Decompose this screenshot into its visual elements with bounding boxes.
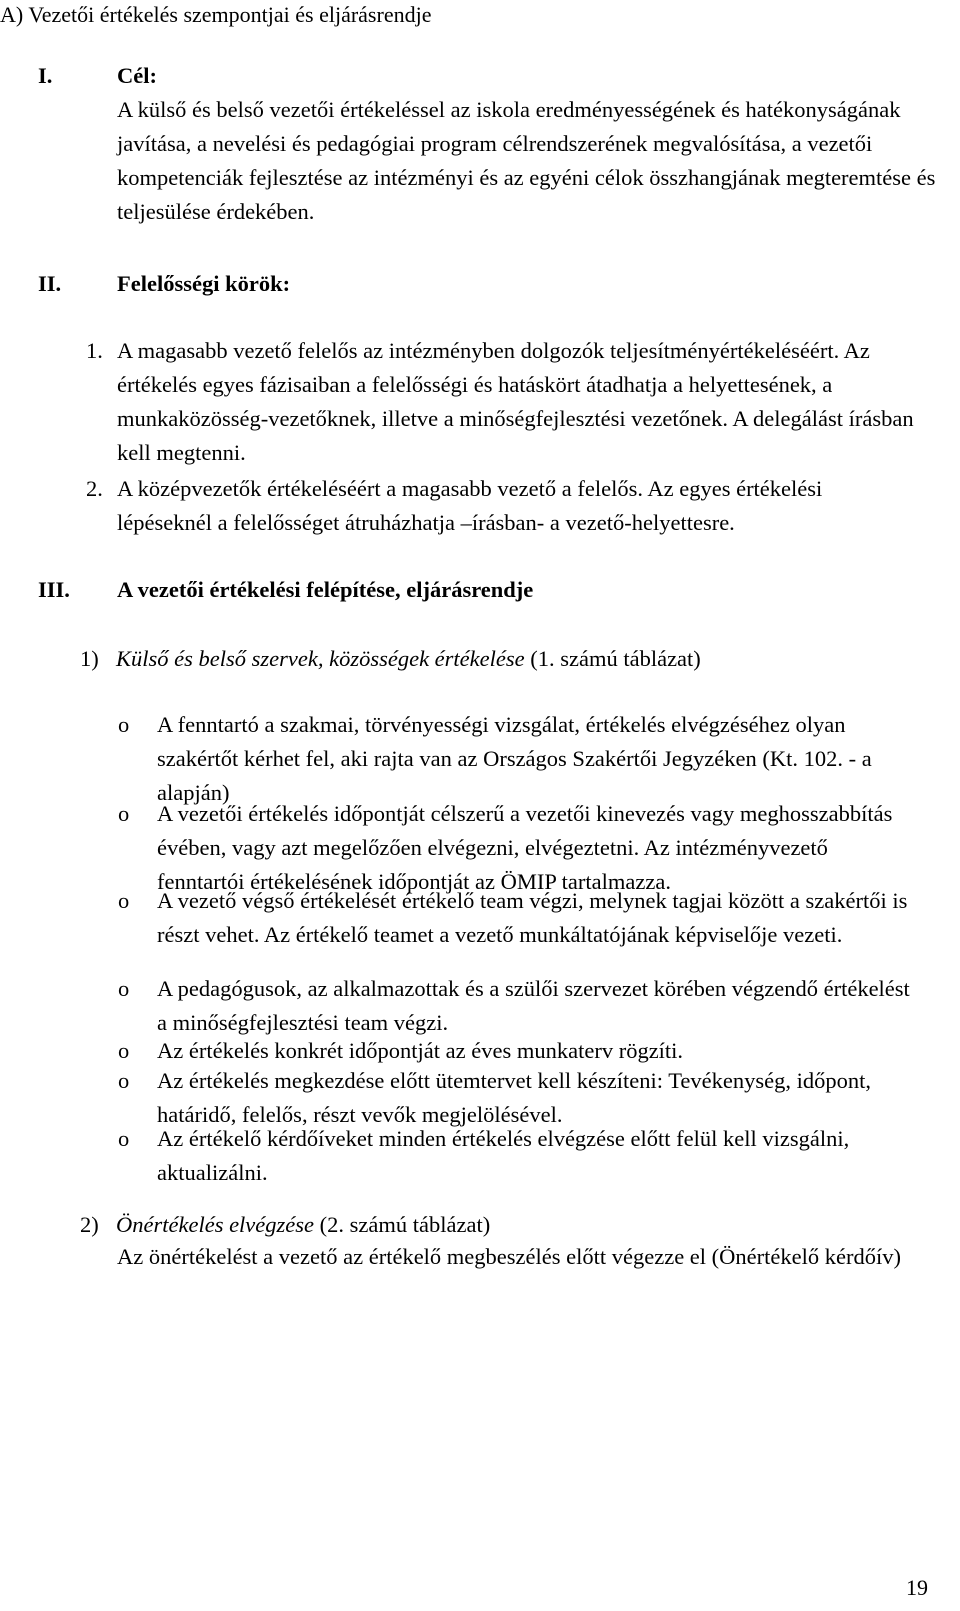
document-heading: A) Vezetői értékelés szempontjai és eljárásrendje: [0, 2, 432, 27]
list-item: [118, 1122, 917, 1190]
subsection-1-number: 1): [80, 646, 99, 671]
subsection-2-heading: [80, 1208, 490, 1242]
list-item: [118, 884, 917, 952]
section-3-title: A vezetői értékelési felépítése, eljárásrendje: [117, 577, 534, 602]
list-item: [118, 972, 917, 1040]
section-1-text: A külső és belső vezetői értékeléssel az iskola eredményességének és hatékonyságának javítása, a nevelési és pedagógiai program célrendszerének megvalósítása, a vezetői kompetenciák fejlesztése az intézményi és az egyéni célok összhangjának megteremtése és teljesülése érdekében.: [117, 97, 936, 224]
subsection-1-title: Külső és belső szervek, közösségek értékelése: [116, 646, 525, 671]
section-3-number: III.: [38, 577, 70, 602]
responsibility-item: [86, 472, 917, 540]
responsibility-item-text: A középvezetők értékeléséért a magasabb vezető a felelős. Az egyes értékelési lépéseknél a felelősséget átruházhatja –írásban- a vezető-helyettesre.: [117, 476, 823, 535]
subsection-1-table-ref: (1. számú táblázat): [524, 646, 701, 671]
responsibility-item-number: 1.: [86, 338, 103, 363]
list-item-text: A vezető végső értékelését értékelő team végzi, melynek tagjai között a szakértői is részt vehet. Az értékelő teamet a vezető munkáltatójának képviselője vezeti.: [157, 888, 908, 947]
section-2-title: Felelősségi körök:: [117, 271, 291, 296]
responsibility-item-text: A magasabb vezető felelős az intézményben dolgozók teljesítményértékeléséért. Az értékelés egyes fázisaiban a felelősségi és hatáskört átadhatja a helyettesének, a munkaközösség-vezetőknek, illetve a minőségfejlesztési vezetőnek. A delegálást írásban kell megtenni.: [117, 338, 914, 465]
list-item-text: Az értékelés konkrét időpontját az éves munkaterv rögzíti.: [157, 1038, 684, 1063]
list-item-text: A vezetői értékelés időpontját célszerű a vezetői kinevezés vagy meghosszabbítás évében, vagy azt megelőzően elvégezni, elvégeztetni. Az intézményvezető fenntartói értékelésének időpontját az ÖMIP tartalmazza.: [157, 801, 893, 894]
subsection-1-heading: [80, 642, 701, 676]
list-item-text: A pedagógusok, az alkalmazottak és a szülői szervezet körében végzendő értékelést a minőségfejlesztési team végzi.: [157, 976, 910, 1035]
list-item-text: Az értékelés megkezdése előtt ütemtervet kell készíteni: Tevékenység, időpont, határidő, felelős, részt vevők megjelölésével.: [157, 1068, 872, 1127]
list-item: [118, 708, 917, 810]
page-number: 19: [906, 1575, 928, 1600]
bullet-marker: o: [118, 888, 130, 913]
bullet-marker: o: [118, 1038, 130, 1063]
subsection-2-table-ref: (2. számú táblázat): [314, 1212, 491, 1237]
bullet-marker: o: [118, 801, 130, 826]
list-item-text: Az értékelő kérdőíveket minden értékelés elvégzése előtt felül kell vizsgálni, aktualizálni.: [157, 1126, 850, 1185]
bullet-marker: o: [118, 976, 130, 1001]
section-1-title: Cél:: [117, 63, 157, 88]
bullet-marker: o: [118, 1068, 130, 1093]
section-2-number: II.: [38, 271, 62, 296]
list-item: [118, 1034, 917, 1068]
subsection-2-title: Önértékelés elvégzése: [116, 1212, 315, 1237]
bullet-marker: o: [118, 712, 130, 737]
bullet-marker: o: [118, 1126, 130, 1151]
subsection-2-number: 2): [80, 1212, 99, 1237]
section-1-number: I.: [38, 63, 53, 88]
subsection-2-text: Az önértékelést a vezető az értékelő megbeszélés előtt végezze el (Önértékelő kérdőív): [117, 1244, 901, 1269]
responsibility-item: [86, 334, 917, 470]
responsibility-item-number: 2.: [86, 476, 103, 501]
list-item-text: A fenntartó a szakmai, törvényességi vizsgálat, értékelés elvégzéséhez olyan szakértőt kérhet fel, aki rajta van az Országos Szakértői Jegyzéken (Kt. 102. - a alapján): [157, 712, 872, 805]
